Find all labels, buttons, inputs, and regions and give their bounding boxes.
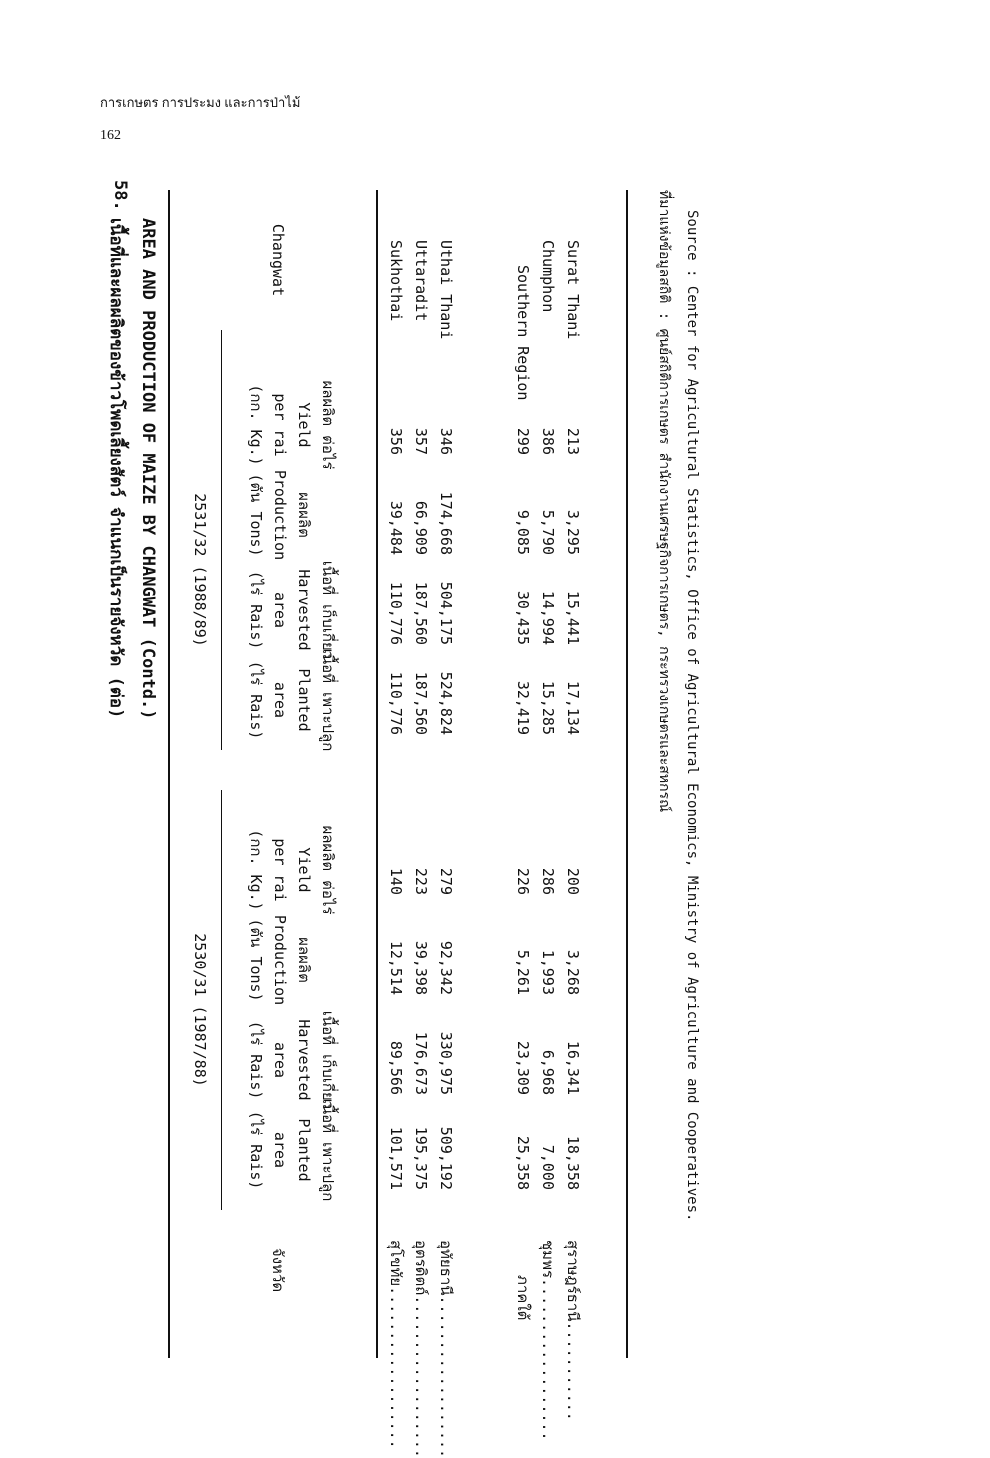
row-name-thai: สุราษฎร์ธานี........... — [564, 1240, 582, 1421]
col-yield-en: Yield — [295, 847, 313, 893]
col-production-1 — [244, 915, 316, 1005]
col-harvested-en: Harvested — [295, 569, 313, 651]
table-title-thai: เนื้อที่และผลผลิตของข้าวโพดเลี้ยงสัตว์ จำแนกเป็นรายจังหวัด (ต่อ) — [106, 218, 126, 719]
row-name-thai: ภาคใต้ — [514, 1275, 532, 1321]
header-bottom-rule — [376, 190, 378, 1358]
row-name-thai: อุทัยธานี.................. — [437, 1240, 455, 1458]
row-name-english: Uthai Thani — [437, 240, 455, 340]
col-production-en: Production — [271, 914, 289, 1006]
table-cell: 279 — [437, 867, 455, 895]
table-cell: 12,514 — [387, 940, 405, 995]
table-cell: 346 — [437, 427, 455, 455]
col-planted-area: area — [271, 681, 289, 719]
col-yield-perrai: per rai — [271, 393, 289, 457]
col-harvested-th: เนื้อที่ เก็บเกี่ยว — [319, 1010, 337, 1110]
col-production-th: ผลผลิต — [295, 937, 313, 983]
col-yield-unit: (กก. Kg.) — [247, 384, 265, 466]
table-cell: 200 — [564, 867, 582, 895]
header-changwat-en: Changwat — [269, 223, 287, 297]
col-production-unit: (ตัน Tons) — [247, 473, 265, 557]
table-cell: 39,398 — [412, 940, 430, 995]
table-cell: 17,134 — [564, 680, 582, 735]
table-cell: 6,968 — [539, 1049, 557, 1095]
table-bottom-rule — [626, 190, 628, 1358]
table-cell: 15,285 — [539, 680, 557, 735]
col-harvested-th: เนื้อที่ เก็บเกี่ยว — [319, 560, 337, 660]
table-cell: 140 — [387, 867, 405, 895]
col-yield-unit: (กก. Kg.) — [247, 829, 265, 911]
table-cell: 504,175 — [437, 581, 455, 645]
table-cell: 14,994 — [539, 590, 557, 645]
row-name-english: Southern Region — [514, 265, 532, 401]
header-year-1988: 2531/32 (1988/89) — [191, 493, 209, 647]
col-yield-en: Yield — [295, 402, 313, 448]
table-cell: 7,000 — [539, 1144, 557, 1190]
year2-rule — [221, 330, 222, 750]
col-planted-area: area — [271, 1131, 289, 1169]
table-cell: 509,192 — [437, 1126, 455, 1190]
year1-rule — [221, 790, 222, 1210]
table-cell: 23,309 — [514, 1040, 532, 1095]
source-thai: ที่มาแห่งข้อมูลสถิติ : ศูนย์สถิติการเกษตร สำนักงานเศรษฐกิจการเกษตร, กระทรวงเกษตรและสหกรณ์ — [656, 190, 672, 813]
running-head: การเกษตร การประมง และการป่าไม้ — [100, 95, 301, 110]
col-planted-th: เนื้อที่ เพาะปลูก — [319, 648, 337, 752]
col-yield-th: ผลผลิต ต่อไร่ — [319, 380, 337, 470]
table-cell: 9,085 — [514, 509, 532, 555]
row-name-english: Sukhothai — [387, 240, 405, 322]
table-cell: 32,419 — [514, 680, 532, 735]
col-production-unit: (ตัน Tons) — [247, 918, 265, 1002]
col-production-th: ผลผลิต — [295, 492, 313, 538]
table-cell: 16,341 — [564, 1040, 582, 1095]
table-cell: 92,342 — [437, 940, 455, 995]
col-harvested-1 — [244, 1011, 340, 1109]
table-cell: 15,441 — [564, 590, 582, 645]
row-name-english: Surat Thani — [564, 240, 582, 340]
table-cell: 5,790 — [539, 509, 557, 555]
col-harvested-2 — [244, 561, 340, 659]
table-number: 58. — [110, 180, 130, 211]
col-harvested-area: area — [271, 1041, 289, 1079]
rotated-table-page — [106, 180, 810, 1458]
col-yield-1 — [244, 825, 340, 914]
table-cell: 5,261 — [514, 949, 532, 995]
table-cell: 223 — [412, 867, 430, 895]
col-planted-th: เนื้อที่ เพาะปลูก — [319, 1098, 337, 1202]
table-cell: 25,358 — [514, 1135, 532, 1190]
table-cell: 286 — [539, 867, 557, 895]
table-cell: 39,484 — [387, 500, 405, 555]
header-year-1987: 2530/31 (1987/88) — [191, 933, 209, 1087]
row-name-thai: ชุมพร.................. — [539, 1240, 557, 1441]
table-cell: 330,975 — [437, 1031, 455, 1095]
table-cell: 187,560 — [412, 671, 430, 735]
col-yield-2 — [244, 380, 340, 469]
table-cell: 386 — [539, 427, 557, 455]
col-yield-perrai: per rai — [271, 838, 289, 902]
row-name-english: Uttaradit — [412, 240, 430, 322]
table-cell: 226 — [514, 867, 532, 895]
table-cell: 3,268 — [564, 949, 582, 995]
table-cell: 110,776 — [387, 581, 405, 645]
col-planted-2 — [244, 649, 340, 752]
table-cell: 357 — [412, 427, 430, 455]
table-cell: 89,566 — [387, 1040, 405, 1095]
table-cell: 299 — [514, 427, 532, 455]
col-harvested-en: Harvested — [295, 1019, 313, 1101]
table-cell: 195,375 — [412, 1126, 430, 1190]
table-cell: 101,571 — [387, 1126, 405, 1190]
table-cell: 187,560 — [412, 581, 430, 645]
row-name-thai: อุตรดิตถ์.................. — [412, 1240, 430, 1458]
col-planted-unit: (ไร่ Rais) — [247, 1110, 265, 1190]
table-cell: 356 — [387, 427, 405, 455]
col-production-2 — [244, 470, 316, 560]
col-yield-th: ผลผลิต ต่อไร่ — [319, 825, 337, 915]
row-name-english: Chumphon — [539, 240, 557, 313]
row-name-thai: สุโขทัย.................. — [387, 1240, 405, 1449]
header-changwat-th: จังหวัด — [269, 1247, 287, 1293]
col-planted-unit: (ไร่ Rais) — [247, 660, 265, 740]
page-number: 162 — [100, 128, 121, 143]
col-harvested-unit: (ไร่ Rais) — [247, 1020, 265, 1100]
table-cell: 30,435 — [514, 590, 532, 645]
table-title-english: AREA AND PRODUCTION OF MAIZE BY CHANGWAT (Contd.) — [138, 218, 158, 720]
table-cell: 1,993 — [539, 949, 557, 995]
table-cell: 524,824 — [437, 671, 455, 735]
table-cell: 3,295 — [564, 509, 582, 555]
col-production-en: Production — [271, 469, 289, 561]
table-cell: 66,909 — [412, 500, 430, 555]
col-planted-en: Planted — [295, 1118, 313, 1182]
table-top-rule — [168, 190, 170, 1358]
table-cell: 174,668 — [437, 491, 455, 555]
col-planted-1 — [244, 1099, 340, 1202]
source-english: Source : Center for Agricultural Statistics, Office of Agricultural Economics, Ministry of Agriculture and Cooperatives. — [684, 210, 700, 1222]
table-cell: 213 — [564, 427, 582, 455]
col-harvested-area: area — [271, 591, 289, 629]
table-cell: 176,673 — [412, 1031, 430, 1095]
col-harvested-unit: (ไร่ Rais) — [247, 570, 265, 650]
col-planted-en: Planted — [295, 668, 313, 732]
table-cell: 110,776 — [387, 671, 405, 735]
table-cell: 18,358 — [564, 1135, 582, 1190]
